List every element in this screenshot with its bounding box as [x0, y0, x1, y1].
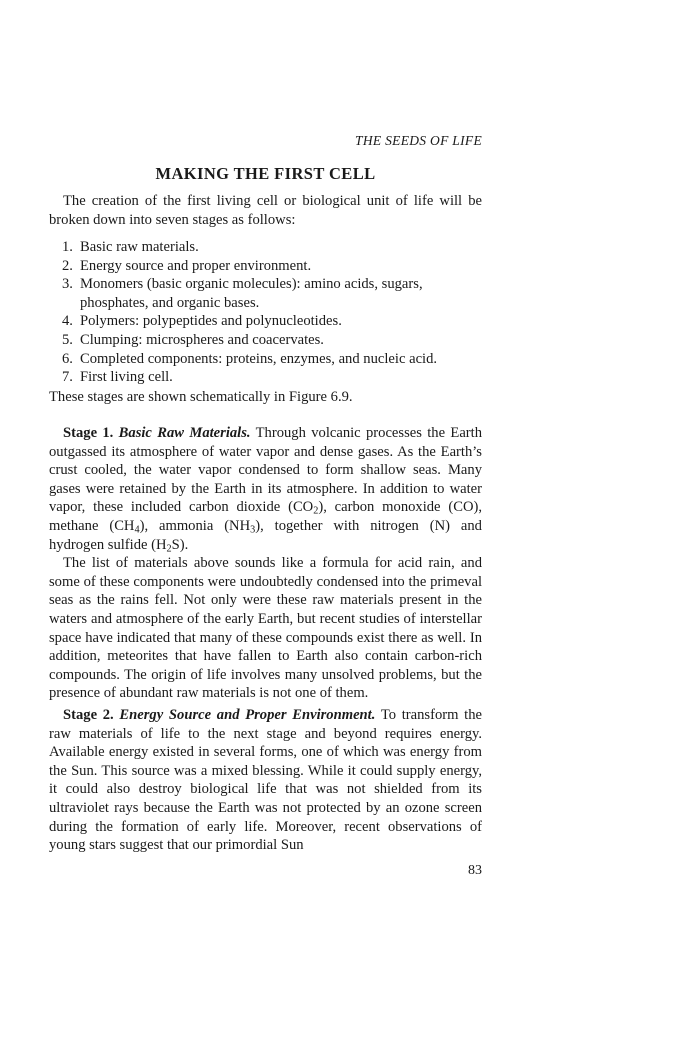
co2-subscript: 2	[313, 505, 319, 517]
list-item-number: 4.	[62, 313, 73, 330]
stage2-title: Energy Source and Proper Environment.	[119, 707, 376, 723]
list-item-number: 2.	[62, 257, 73, 274]
list-item	[49, 312, 482, 331]
stage1-section	[49, 424, 482, 703]
list-item-text: Monomers (basic organic molecules): amino acids, sugars, phosphates, and organic bases.	[80, 276, 423, 311]
list-item-text: Polymers: polypeptides and polynucleotides.	[80, 313, 342, 330]
stage2-section	[49, 706, 482, 855]
intro-paragraph: The creation of the first living cell or biological unit of life will be broken down into seven stages as follows:	[49, 193, 482, 228]
list-item-text: Completed components: proteins, enzymes, and nucleic acid.	[80, 350, 438, 367]
list-item	[49, 257, 482, 276]
list-item	[49, 350, 482, 369]
stage1-text-d: ), together with nitrogen (N) and hydrogen sulfide (H	[49, 517, 482, 553]
stages-list	[49, 238, 482, 387]
stage1-text-e: S).	[171, 536, 189, 553]
stage2-text: To transform the raw materials of life to the next stage and beyond requires energy. Available energy existed in several forms, one of which was energy from the Sun. This source was a mixed blessing. While it could supply energy, it could also destroy biological life that was not shielded from its ultraviolet rays because the Earth was not protected by an ozone screen during the formation of early life. Moreover, recent observations of young stars suggest that our primordial Sun	[49, 707, 482, 854]
stage1-text-a: Through volcanic processes the Earth outgassed its atmosphere of water vapor and dense gases. As the Earth’s crust cooled, the water vapor condensed to form shallow seas. Many gases were retained by the Earth in its atmosphere. In addition to water vapor, these included carbon dioxide (CO	[49, 425, 483, 516]
list-item-number: 6.	[62, 350, 73, 367]
section-title: MAKING THE FIRST CELL	[155, 164, 376, 183]
list-item-number: 3.	[62, 276, 73, 293]
list-item	[49, 368, 482, 387]
list-item-text: First living cell.	[80, 369, 173, 386]
nh3-subscript: 3	[250, 524, 256, 536]
list-item	[49, 238, 482, 257]
list-item-number: 1.	[62, 239, 73, 255]
stage1-label: Stage 1.	[63, 425, 114, 441]
list-item-text: Energy source and proper environment.	[80, 257, 312, 274]
stage2-label: Stage 2.	[63, 707, 114, 723]
stage1-paragraph-2: The list of materials above sounds like a formula for acid rain, and some of these components were undoubtedly condensed into the primeval seas as the rains fell. Not only were these raw materials present in the waters and atmosphere of the early Earth, but recent studies of interstellar space have indicated that many of these compounds exist there as well. In addition, meteorites that have fallen to Earth also contain carbon-rich compounds. The origin of life involves many unsolved problems, but the presence of abundant raw materials is not one of them.	[49, 555, 482, 702]
list-item-text: Clumping: microspheres and coacervates.	[80, 331, 324, 348]
stage1-paragraph-1	[49, 424, 482, 554]
page-number: 83	[468, 863, 482, 878]
stage2-paragraph	[49, 706, 482, 855]
list-item	[49, 331, 482, 350]
figure-reference: These stages are shown schematically in Figure 6.9.	[49, 389, 353, 405]
list-item-text: Basic raw materials.	[80, 239, 199, 255]
running-head: THE SEEDS OF LIFE	[355, 133, 482, 148]
stage1-title: Basic Raw Materials.	[118, 425, 251, 441]
list-item	[49, 275, 482, 312]
stage1-text-b: ), carbon monoxide (CO), methane (CH	[49, 499, 482, 534]
stage1-text-c: ), ammonia (NH	[139, 517, 251, 534]
list-item-number: 5.	[62, 331, 73, 348]
ch4-subscript: 4	[134, 524, 140, 536]
list-item-number: 7.	[62, 369, 73, 386]
h2s-subscript: 2	[166, 543, 172, 555]
